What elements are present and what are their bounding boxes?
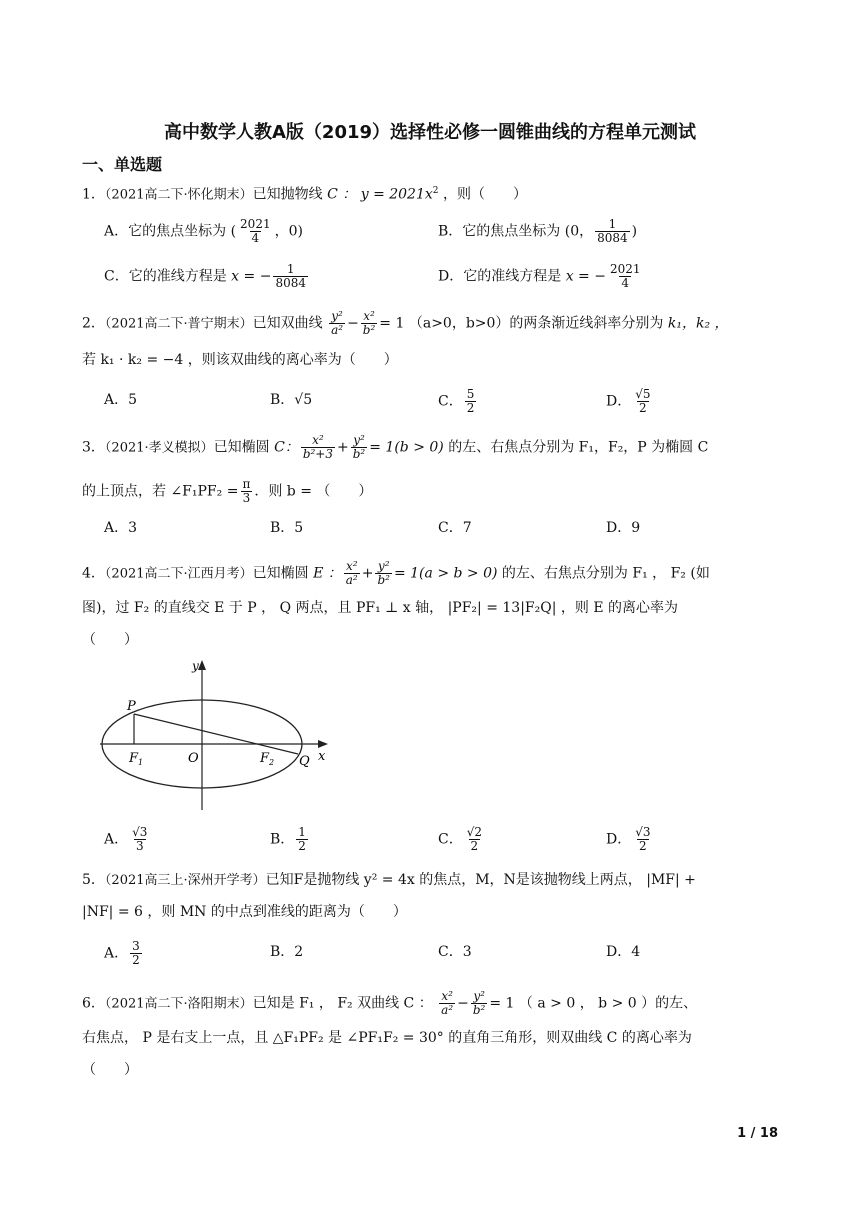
question-6-line3: （ ） — [82, 1062, 138, 1078]
numerator: 1 — [298, 825, 306, 839]
f1-subscript: 1 — [138, 758, 144, 767]
denominator: 8084 — [597, 231, 628, 245]
option-c — [438, 826, 486, 853]
denominator: b² — [362, 323, 376, 337]
q-text: 已知椭圆 — [252, 565, 309, 582]
q-source: （2021·孝义模拟） — [104, 440, 214, 456]
o-label: O — [188, 751, 199, 766]
numerator: y² — [353, 433, 365, 447]
fraction — [608, 263, 643, 290]
numerator: y² — [377, 559, 390, 573]
question-6: 6．（2021高二下·洛阳期末）已知是 F₁ ， F₂ 双曲线 C ： $\frac{\text{x²}}{\text{a²}}$ − $\frac{\text{y²}}{\text{b²}}$ = 1 （ a > 0 ， b > 0 ）的左、 — [82, 989, 698, 1017]
option-label: A． — [104, 945, 129, 962]
q-eq: = 1(a > b > 0) — [393, 565, 498, 582]
fraction — [633, 388, 652, 415]
ellipse-figure — [96, 654, 336, 814]
fraction — [471, 990, 488, 1017]
numerator: √3 — [635, 825, 651, 839]
f2-subscript: 2 — [269, 758, 275, 767]
numerator: 1 — [286, 262, 295, 276]
q-k: k₁，k₂ ， — [667, 315, 729, 332]
fraction — [361, 310, 378, 337]
option-pre: (0， — [564, 223, 594, 240]
denominator: 2 — [466, 401, 475, 415]
numerator: x² — [312, 433, 324, 447]
option-b: B．2 — [270, 944, 304, 960]
question-3: 3．（2021·孝义模拟）已知椭圆 C： $\frac{\text{x²}}{\text{b²+3}}$ + $\frac{\text{y²}}{\text{b²}}$ = 1(b > 0) 的左、右焦点分别为 F₁，F₂，P 为椭圆 C — [82, 433, 709, 461]
y-label: y — [192, 659, 199, 673]
q-pre: C： — [274, 439, 299, 456]
numerator: 2021 — [240, 217, 271, 231]
fraction — [465, 826, 484, 853]
fraction — [301, 434, 335, 461]
option-d: D．4 — [606, 944, 641, 960]
q-tail: ，则（ ） — [442, 186, 527, 203]
q-number: 4． — [82, 565, 105, 582]
q-formula: C ： y = 2021x — [327, 186, 433, 203]
q-number: 1． — [82, 186, 105, 203]
numerator: 2021 — [609, 262, 641, 276]
q-source: （2021高二下·江西月考） — [104, 566, 253, 582]
q-text: 已知是 F₁ ， F₂ 双曲线 C ： — [252, 995, 433, 1012]
denominator: 2 — [639, 839, 647, 853]
option-a: A．5 — [104, 392, 138, 408]
numerator: x² — [441, 989, 453, 1003]
question-4-line3: （ ） — [82, 632, 138, 648]
q-tail: （ a > 0 ， b > 0 ）的左、 — [518, 995, 698, 1012]
q-source: （2021高二下·怀化期末） — [104, 187, 253, 203]
numerator: 3 — [132, 939, 140, 953]
q-text: 已知双曲线 — [252, 315, 323, 332]
fraction — [329, 310, 345, 337]
option-d: D．9 — [606, 520, 641, 536]
option-pre: x = − — [565, 268, 606, 285]
option-label: C． — [438, 831, 463, 848]
q-source: （2021高三上·深州开学考） — [104, 873, 266, 888]
fraction — [238, 218, 273, 245]
numerator: 1 — [608, 217, 617, 231]
option-a — [104, 826, 151, 853]
option-a: A．3 — [104, 520, 138, 536]
q-number: 3． — [82, 439, 105, 456]
numerator: √3 — [132, 825, 148, 839]
q-line: ．则 b = （ ） — [254, 483, 373, 500]
fraction — [375, 560, 392, 587]
q-number: 6． — [82, 995, 105, 1012]
q-eq: = 1 — [489, 995, 515, 1012]
q-source: （2021高二下·普宁期末） — [104, 316, 253, 332]
page-number: 1 / 18 — [737, 1126, 778, 1141]
numerator: x² — [363, 309, 375, 323]
q-text: 已知椭圆 — [213, 439, 270, 456]
q-pre: E ： — [313, 565, 342, 582]
q-eq: = 1 — [379, 315, 405, 332]
option-label: C．它的准线方程是 — [104, 268, 227, 285]
numerator: π — [242, 477, 251, 491]
question-2: 2．（2021高二下·普宁期末）已知双曲线 $\frac{\text{y²}}{\text{a²}}$ − $\frac{\text{x²}}{\text{b²}}$ = 1 （a>0，b>0）的两条渐近线斜率分别为 k₁，k₂ ， — [82, 309, 729, 337]
denominator: b² — [472, 1003, 486, 1017]
fraction — [439, 990, 455, 1017]
numerator: x² — [345, 559, 358, 573]
fraction — [130, 940, 142, 967]
option-b: B．5 — [270, 520, 304, 536]
option-d — [438, 263, 645, 290]
denominator: a² — [331, 323, 344, 337]
f2-label — [259, 751, 274, 767]
question-2-line2: 若 k₁ · k₂ = −4 ，则该双曲线的离心率为（ ） — [82, 352, 398, 368]
y-axis-arrow — [198, 660, 206, 670]
denominator: b²+3 — [302, 447, 333, 461]
denominator: b² — [377, 573, 390, 587]
q-number: 5． — [82, 872, 105, 888]
question-1 — [82, 181, 527, 206]
question-5-line2: |NF| = 6 ，则 MN 的中点到准线的距离为（ ） — [82, 904, 407, 920]
denominator: a² — [441, 1003, 454, 1017]
option-label: D． — [606, 831, 632, 848]
q-formula-exp: 2 — [432, 186, 439, 196]
q-text: 已知F是抛物线 y² = 4x 的焦点，M，N是该抛物线上两点， |MF| + — [265, 872, 696, 888]
option-label: B．它的焦点坐标为 — [438, 223, 561, 240]
numerator: √2 — [466, 825, 482, 839]
fraction — [240, 478, 252, 505]
denominator: 2 — [639, 401, 647, 415]
option-d — [606, 826, 655, 853]
option-c — [104, 263, 310, 290]
option-c — [438, 388, 478, 415]
denominator: a² — [345, 573, 358, 587]
option-tail: ，0) — [274, 223, 303, 240]
option-a — [104, 940, 144, 967]
fraction — [296, 826, 308, 853]
option-c: C．3 — [438, 944, 472, 960]
question-3-line2 — [82, 478, 372, 505]
option-label: D． — [606, 393, 632, 410]
option-b — [270, 826, 310, 853]
fraction — [595, 218, 630, 245]
option-d — [606, 388, 655, 415]
page-title: 高中数学人教A版（2019）选择性必修一圆锥曲线的方程单元测试 — [163, 122, 697, 143]
denominator: 2 — [470, 839, 479, 853]
q-condition: （a>0，b>0）的两条渐近线斜率分别为 — [408, 315, 664, 332]
denominator: 4 — [621, 276, 630, 290]
q-tail: 的左、右焦点分别为 F₁ ， F₂ (如 — [501, 565, 710, 582]
fraction — [344, 560, 360, 587]
numerator: y² — [331, 309, 343, 323]
option-label: A．它的焦点坐标为 — [104, 223, 227, 240]
numerator: y² — [473, 989, 485, 1003]
fraction — [633, 826, 652, 853]
f1-label — [128, 751, 143, 767]
option-label: B． — [270, 831, 295, 848]
option-c: C．7 — [438, 520, 472, 536]
denominator: 4 — [251, 231, 260, 245]
fraction — [130, 826, 149, 853]
question-4: 4．（2021高二下·江西月考）已知椭圆 E ： $\frac{\text{x²}}{\text{a²}}$ + $\frac{\text{y²}}{\text{b²}}$ = 1(a > b > 0) 的左、右焦点分别为 F₁ ， F₂ (如 — [82, 559, 710, 587]
q-number: 2． — [82, 315, 105, 332]
denominator: 2 — [132, 953, 140, 967]
question-5 — [82, 870, 696, 891]
f2-letter: F — [260, 751, 270, 766]
pq-segment — [134, 714, 298, 754]
q-eq: = 1(b > 0) — [369, 439, 444, 456]
p-label: P — [127, 699, 136, 714]
fraction — [273, 263, 308, 290]
option-b — [438, 218, 637, 245]
q-text: 已知抛物线 — [252, 186, 323, 203]
option-tail: ) — [631, 223, 638, 240]
q-line: 的上顶点，若 ∠F₁PF₂ = — [82, 483, 239, 500]
question-4-line2: 图)，过 F₂ 的直线交 E 于 P ， Q 两点，且 PF₁ ⊥ x 轴， |PF₂| = 13|F₂Q| ，则 E 的离心率为 — [82, 600, 678, 616]
denominator: b² — [352, 447, 366, 461]
option-b: B．√5 — [270, 392, 313, 408]
x-label: x — [318, 749, 326, 764]
f1-letter: F — [129, 751, 139, 766]
denominator: 2 — [298, 839, 306, 853]
q-tail: 的左、右焦点分别为 F₁，F₂，P 为椭圆 C — [448, 439, 709, 456]
option-label: C． — [438, 393, 463, 410]
numerator: √5 — [635, 387, 651, 401]
x-axis-arrow — [318, 740, 328, 748]
option-label: D．它的准线方程是 — [438, 268, 562, 285]
question-6-line2: 右焦点， P 是右支上一点，且 △F₁PF₂ 是 ∠PF₁F₂ = 30° 的直角三角形，则双曲线 C 的离心率为 — [82, 1030, 692, 1046]
fraction — [351, 434, 368, 461]
q-source: （2021高二下·洛阳期末） — [104, 996, 253, 1012]
q-label: Q — [299, 754, 310, 769]
denominator: 3 — [135, 839, 144, 853]
denominator: 3 — [242, 491, 251, 505]
section-heading: 一、单选题 — [82, 155, 163, 174]
denominator: 8084 — [275, 276, 306, 290]
option-pre: x = − — [231, 268, 272, 285]
option-label: A． — [104, 831, 129, 848]
numerator: 5 — [466, 387, 475, 401]
fraction — [465, 388, 477, 415]
option-a: A．它的焦点坐标为 ( $\frac{2021}{4}$ ，0) — [104, 217, 303, 245]
